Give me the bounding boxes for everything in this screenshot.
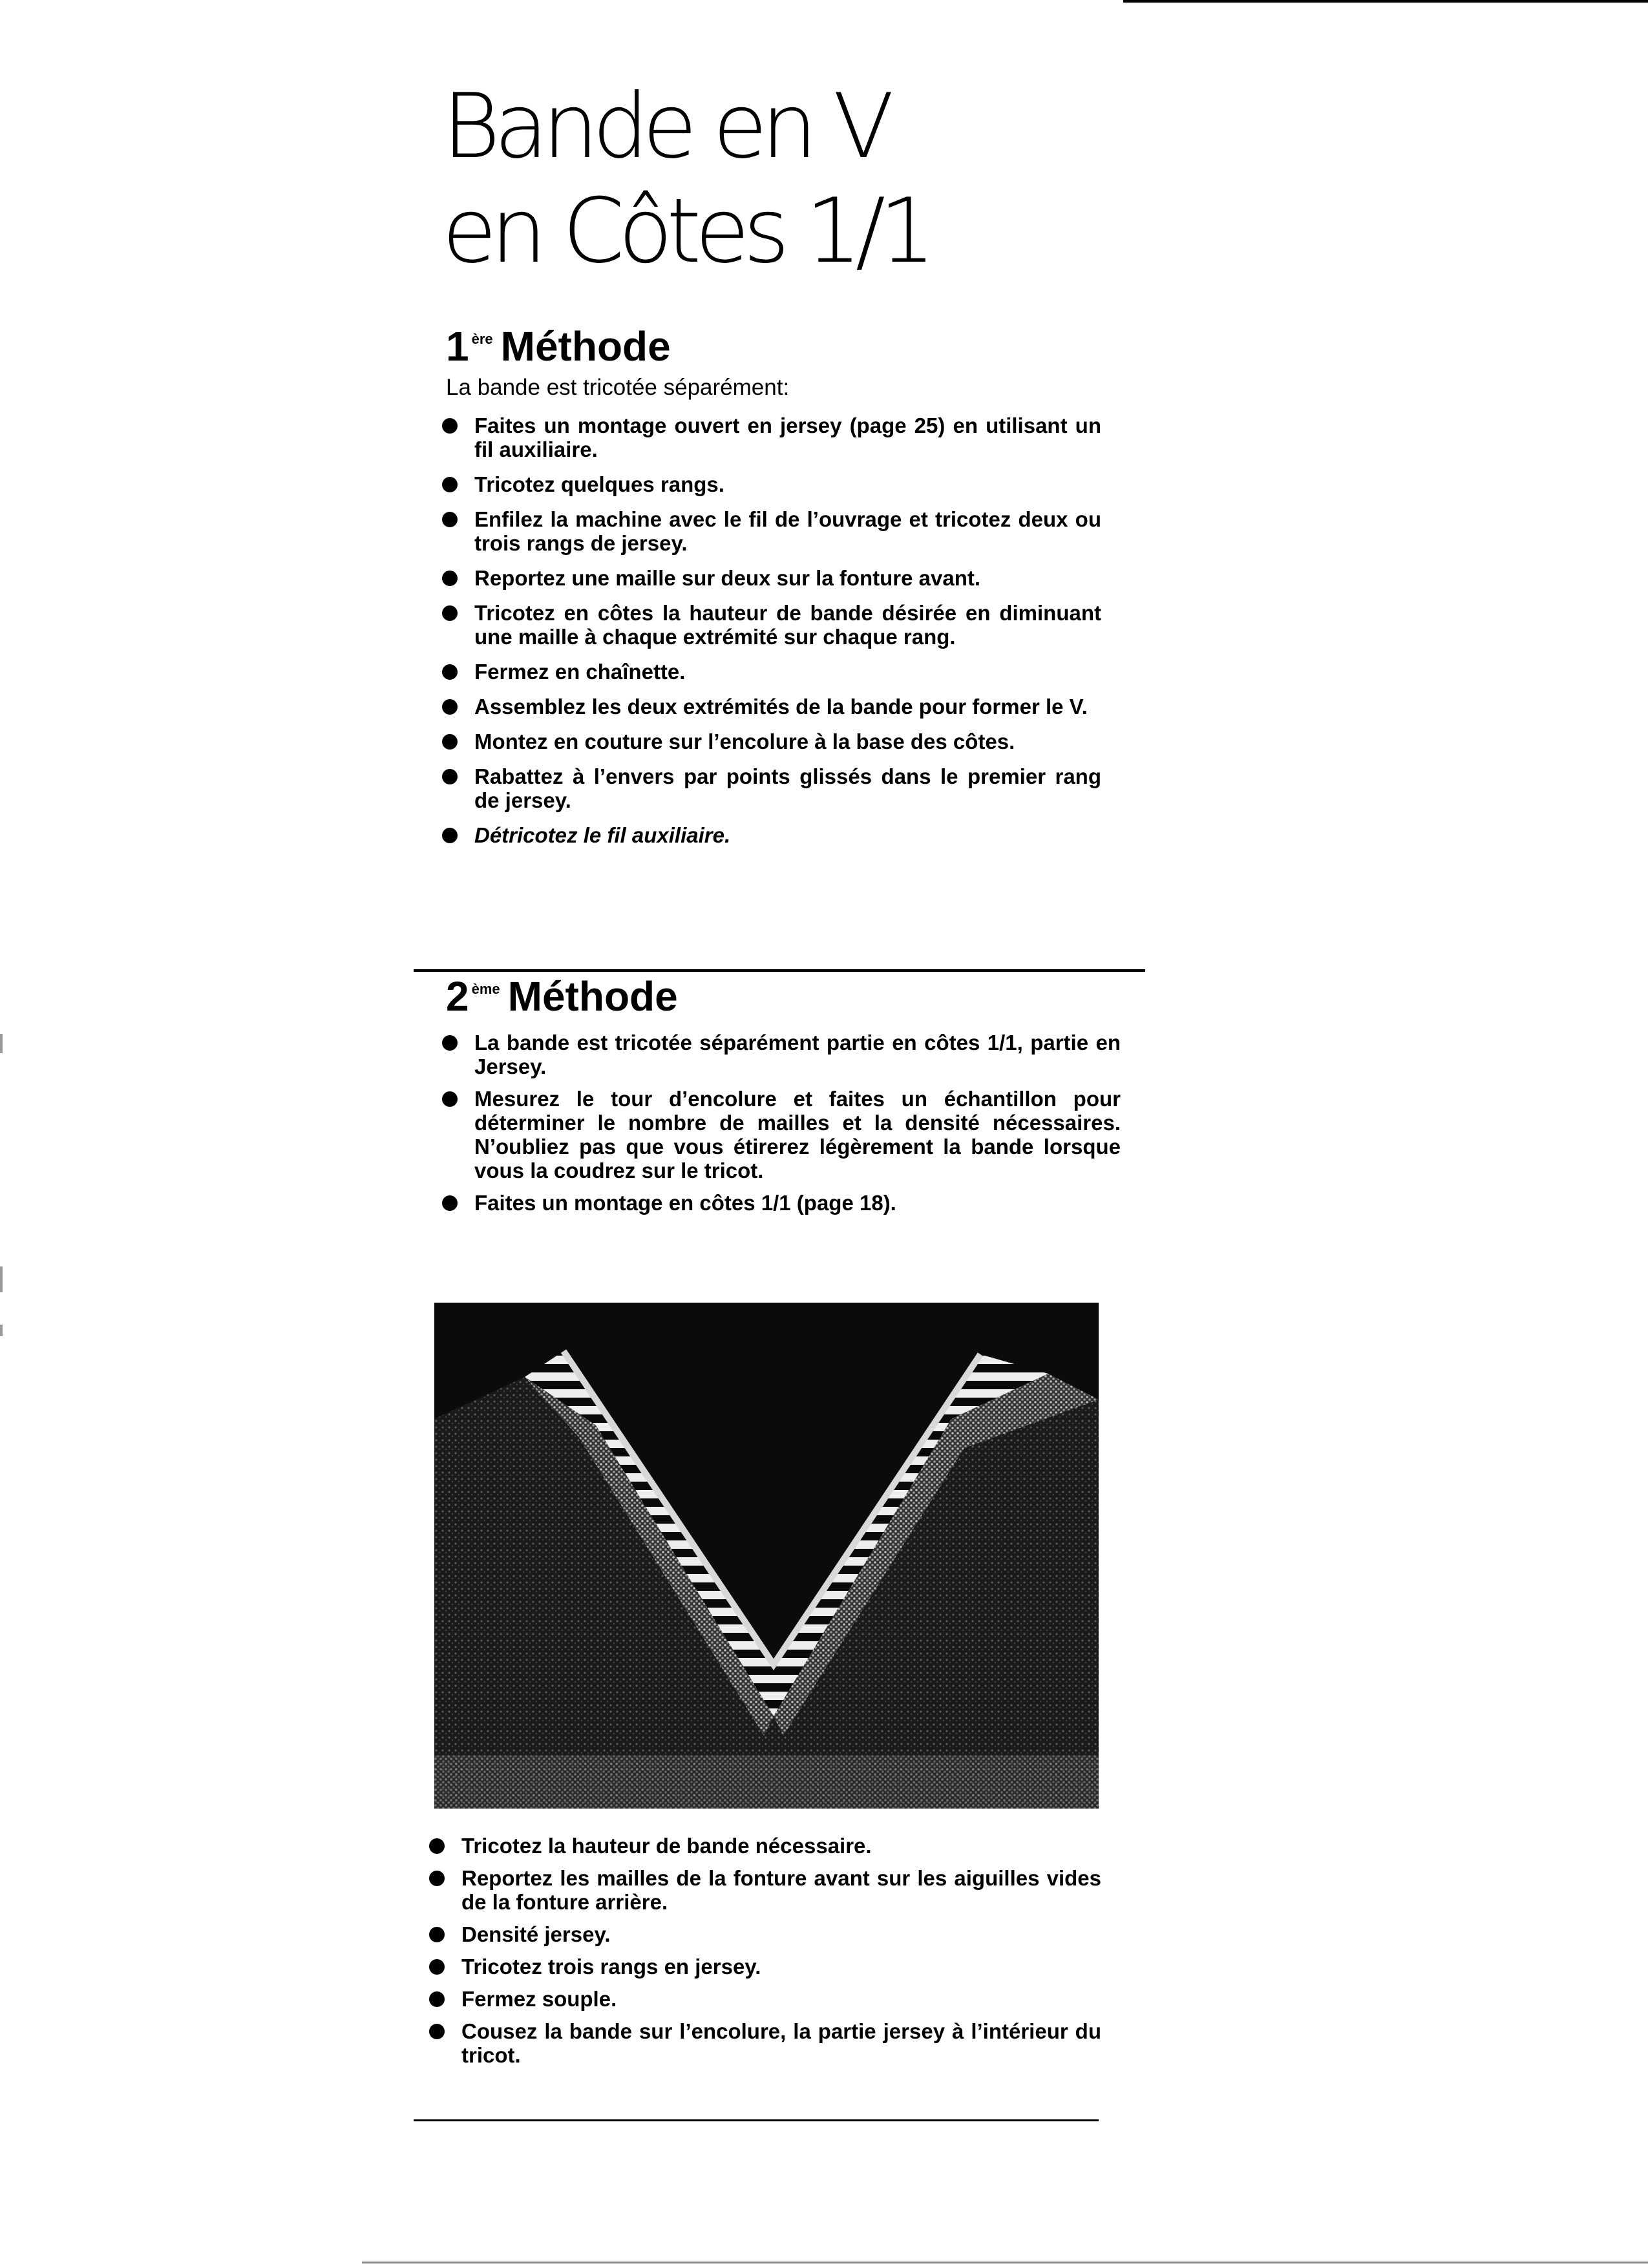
scan-mark xyxy=(0,1034,3,1053)
step-item: Assemblez les deux extrémités de la bande pour former le V. xyxy=(442,695,1101,719)
step-item: Montez en couture sur l’encolure à la base des côtes. xyxy=(442,730,1101,753)
title-line-2: en Côtes 1/1 xyxy=(442,179,929,283)
top-scan-line xyxy=(1123,0,1648,3)
method-1-intro: La bande est tricotée séparément: xyxy=(446,375,790,400)
footer-scan-line xyxy=(362,2262,1648,2263)
step-item: Fermez en chaînette. xyxy=(442,660,1101,684)
step-item: Densité jersey. xyxy=(429,1922,1101,1946)
method-1-number: 1 xyxy=(446,323,469,370)
step-item: Mesurez le tour d’encolure et faites un échantillon pour déterminer le nombre de mailles et la densité nécessaires. N’oubliez pas que vous étirerez légèrement la bande lorsque vous la coudrez sur le tricot. xyxy=(442,1087,1121,1182)
method-2-label: Méthode xyxy=(507,973,678,1020)
step-item: Rabattez à l’envers par points glissés dans le premier rang de jersey. xyxy=(442,764,1101,812)
step-item: Fermez souple. xyxy=(429,1987,1101,2011)
method-2-steps xyxy=(442,1031,1121,1223)
method-1-label: Méthode xyxy=(500,323,671,370)
step-item: Enfilez la machine avec le fil de l’ouvrage et tricotez deux ou trois rangs de jersey. xyxy=(442,507,1101,555)
method-2-steps-after-photo xyxy=(429,1834,1101,2075)
method-2-number: 2 xyxy=(446,973,469,1020)
v-neck-rib-band-photo xyxy=(434,1303,1099,1809)
scan-mark xyxy=(0,1325,3,1336)
method-1-heading xyxy=(446,320,671,382)
method-2-ordinal: ème xyxy=(471,981,500,997)
step-item: Reportez une maille sur deux sur la fonture avant. xyxy=(442,566,1101,590)
step-item: Faites un montage ouvert en jersey (page 25) en utilisant un fil auxiliaire. xyxy=(442,414,1101,461)
step-item: La bande est tricotée séparément partie en côtes 1/1, partie en Jersey. xyxy=(442,1031,1121,1078)
step-item: Reportez les mailles de la fonture avant sur les aiguilles vides de la fonture arrière. xyxy=(429,1866,1101,1914)
step-item: Tricotez en côtes la hauteur de bande désirée en diminuant une maille à chaque extrémité sur chaque rang. xyxy=(442,601,1101,649)
step-item: Cousez la bande sur l’encolure, la partie jersey à l’intérieur du tricot. xyxy=(429,2019,1101,2067)
scan-mark xyxy=(0,1266,3,1292)
step-item: Tricotez la hauteur de bande nécessaire. xyxy=(429,1834,1101,1858)
step-item: Tricotez trois rangs en jersey. xyxy=(429,1955,1101,1979)
method-1-ordinal: ère xyxy=(471,331,493,347)
bottom-divider xyxy=(414,2119,1099,2121)
method-1-steps xyxy=(442,414,1101,858)
page-title xyxy=(442,74,929,284)
title-line-1: Bande en V xyxy=(442,74,888,178)
step-item: Détricotez le fil auxiliaire. xyxy=(442,823,1101,847)
step-item: Faites un montage en côtes 1/1 (page 18). xyxy=(442,1191,1121,1215)
method-2-heading xyxy=(446,971,678,1032)
step-item: Tricotez quelques rangs. xyxy=(442,472,1101,496)
